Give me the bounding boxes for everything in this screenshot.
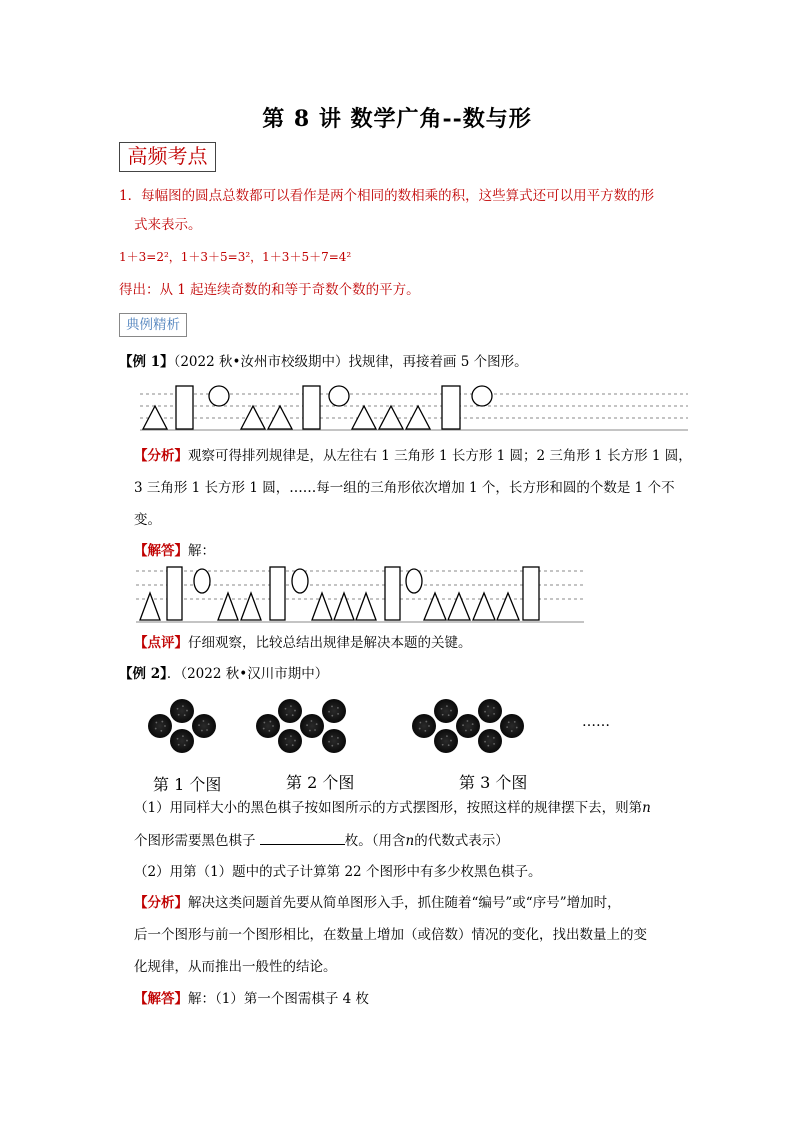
piece-speckle — [446, 735, 448, 737]
piece-speckle — [337, 713, 339, 715]
piece-speckle — [203, 720, 205, 722]
ex2-analysis-line3: 化规律，从而推出一般性的结论。 — [134, 959, 337, 975]
rectangle-shape — [442, 386, 460, 429]
piece-speckle — [337, 707, 339, 709]
piece-speckle — [516, 727, 518, 729]
piece-speckle — [290, 705, 292, 707]
piece-speckle — [508, 721, 510, 723]
chess-piece — [148, 714, 172, 738]
ex2-analysis-label: 【分析】 — [134, 895, 188, 911]
chess-piece — [322, 729, 346, 753]
point1-conclusion: 得出：从 1 起连续奇数的和等于奇数个数的平方。 — [119, 282, 420, 298]
ex1-label: 【例 1】 — [119, 354, 174, 370]
piece-speckle — [178, 714, 180, 716]
ex1-analysis-line2: 3 三角形 1 长方形 1 圆，……每一组的三角形依次增加 1 个，长方形和圆的个数是 1 个不 — [134, 480, 675, 496]
piece-speckle — [316, 723, 318, 725]
piece-speckle — [331, 706, 333, 708]
chess-piece — [434, 699, 458, 723]
ex1-text: （2022 秋•汝州市校级期中）找规律，再接着画 5 个图形。 — [173, 354, 528, 370]
piece-speckle — [177, 738, 179, 740]
piece-speckle — [263, 722, 265, 724]
triangle-shape — [424, 593, 446, 620]
chess-piece — [170, 729, 194, 753]
piece-speckle — [292, 744, 294, 746]
triangle-shape — [356, 593, 376, 620]
piece-speckle — [206, 729, 208, 731]
piece-speckle — [286, 744, 288, 746]
ex2-label: 【例 2】 — [119, 666, 167, 682]
chess-piece — [256, 714, 280, 738]
piece-speckle — [184, 714, 186, 716]
ex2-text: ．（2022 秋•汉川市期中） — [166, 666, 329, 682]
piece-speckle — [186, 710, 188, 712]
piece-speckle — [465, 730, 467, 732]
ex1-answer-figure — [136, 563, 586, 625]
piece-speckle — [448, 714, 450, 716]
piece-speckle — [467, 720, 469, 722]
ex1-pattern-figure — [140, 382, 690, 432]
ex1-comment-label: 【点评】 — [134, 635, 188, 651]
rectangle-shape — [167, 567, 182, 620]
chess-piece — [478, 699, 502, 723]
section-badge: 高频考点 — [119, 142, 216, 172]
ex2-analysis-line2: 后一个图形与前一个图形相比，在数量上增加（或倍数）情况的变化，找出数量上的变 — [134, 927, 647, 943]
rectangle-shape — [523, 567, 539, 620]
triangle-shape — [268, 406, 292, 429]
piece-speckle — [493, 737, 495, 739]
triangle-shape — [334, 593, 354, 620]
triangle-shape — [473, 593, 495, 620]
chess-piece — [500, 714, 524, 738]
piece-speckle — [285, 738, 287, 740]
triangle-shape — [352, 406, 376, 429]
triangle-shape — [497, 593, 519, 620]
piece-speckle — [442, 744, 444, 746]
piece-speckle — [269, 721, 271, 723]
piece-speckle — [160, 730, 162, 732]
piece-speckle — [493, 707, 495, 709]
piece-speckle — [462, 724, 464, 726]
piece-speckle — [487, 715, 489, 717]
chess-piece — [456, 714, 480, 738]
circle-shape — [209, 386, 229, 406]
piece-speckle — [425, 721, 427, 723]
piece-speckle — [441, 738, 443, 740]
circle-shape — [329, 386, 349, 406]
chess-piece — [170, 699, 194, 723]
piece-speckle — [428, 725, 430, 727]
chess-piece — [412, 714, 436, 738]
triangle-shape — [218, 593, 238, 620]
ex2-q1-line2: 个图形需要黑色棋子 枚。（用含n的代数式表示） — [134, 830, 509, 851]
piece-speckle — [328, 711, 330, 713]
circle-shape — [292, 569, 308, 593]
ex2-answer: 【解答】解：（1）第一个图需棋子 4 枚 — [134, 991, 370, 1007]
ex2-fig-label-3: 第 3 个图 — [459, 773, 528, 792]
piece-speckle — [506, 726, 508, 728]
piece-speckle — [442, 714, 444, 716]
triangle-shape — [312, 593, 332, 620]
rectangle-shape — [385, 567, 400, 620]
rectangle-shape — [303, 386, 320, 429]
triangle-shape — [406, 406, 430, 429]
piece-speckle — [184, 744, 186, 746]
piece-speckle — [309, 730, 311, 732]
circle-shape — [406, 569, 422, 593]
piece-speckle — [470, 729, 472, 731]
triangle-shape — [140, 593, 160, 620]
piece-speckle — [182, 735, 184, 737]
piece-speckle — [177, 708, 179, 710]
point1-line1: 1．每幅图的圆点总数都可以看作是两个相同的数相乘的积，这些算式还可以用平方数的形 — [119, 188, 655, 204]
ex1-analysis-label: 【分析】 — [134, 448, 188, 464]
chess-piece — [300, 714, 324, 738]
piece-speckle — [208, 723, 210, 725]
chess-piece — [434, 729, 458, 753]
ex1-comment: 【点评】仔细观察，比较总结出规律是解决本题的关键。 — [134, 635, 472, 651]
piece-speckle — [514, 721, 516, 723]
piece-speckle — [268, 730, 270, 732]
piece-speckle — [164, 725, 166, 727]
piece-speckle — [446, 705, 448, 707]
circle-shape — [472, 386, 492, 406]
ex2-q1-line1: （1）用同样大小的黑色棋子按如图所示的方式摆图形，按照这样的规律摆下去，则第n — [134, 800, 651, 816]
ex2-ellipsis: …… — [582, 714, 610, 730]
piece-speckle — [306, 724, 308, 726]
piece-speckle — [331, 745, 333, 747]
ex1-question — [119, 352, 528, 372]
piece-speckle — [290, 735, 292, 737]
piece-speckle — [337, 743, 339, 745]
ex1-analysis-line3: 变。 — [134, 512, 161, 528]
ex2-question — [119, 664, 328, 684]
piece-speckle — [292, 714, 294, 716]
example-badge: 典例精析 — [119, 313, 187, 337]
piece-speckle — [484, 741, 486, 743]
piece-speckle — [450, 740, 452, 742]
piece-speckle — [511, 730, 513, 732]
triangle-shape — [241, 593, 261, 620]
chess-piece — [278, 729, 302, 753]
piece-speckle — [487, 706, 489, 708]
rectangle-shape — [176, 386, 193, 429]
piece-speckle — [484, 711, 486, 713]
piece-speckle — [419, 728, 421, 730]
piece-speckle — [328, 741, 330, 743]
ex1-answer: 【解答】解： — [134, 543, 215, 559]
piece-speckle — [186, 740, 188, 742]
piece-speckle — [419, 722, 421, 724]
chess-piece — [322, 699, 346, 723]
piece-speckle — [448, 744, 450, 746]
ex2-analysis-line1: 【分析】解决这类问题首先要从简单图形入手，抓住随着“编号”或“序号”增加时， — [134, 895, 621, 911]
ex1-analysis-line1: 【分析】观察可得排列规律是，从左往右 1 三角形 1 长方形 1 圆；2 三角形 1 长方形 1 圆， — [134, 448, 692, 464]
piece-speckle — [493, 713, 495, 715]
piece-speckle — [337, 737, 339, 739]
piece-speckle — [294, 710, 296, 712]
point1-line2: 式来表示。 — [134, 217, 202, 233]
piece-speckle — [493, 743, 495, 745]
piece-speckle — [286, 714, 288, 716]
circle-shape — [194, 569, 210, 593]
chess-piece — [192, 714, 216, 738]
triangle-shape — [448, 593, 470, 620]
ex2-q2: （2）用第（1）题中的式子计算第 22 个图形中有多少枚黑色棋子。 — [134, 864, 542, 880]
ex1-answer-label: 【解答】 — [134, 543, 188, 559]
piece-speckle — [178, 744, 180, 746]
piece-speckle — [311, 720, 313, 722]
piece-speckle — [198, 724, 200, 726]
piece-speckle — [472, 723, 474, 725]
piece-speckle — [487, 736, 489, 738]
ex2-pattern-figure — [140, 690, 620, 762]
piece-speckle — [182, 705, 184, 707]
piece-speckle — [314, 729, 316, 731]
piece-speckle — [424, 730, 426, 732]
piece-speckle — [294, 740, 296, 742]
piece-speckle — [272, 725, 274, 727]
piece-speckle — [450, 710, 452, 712]
ex2-answer-label: 【解答】 — [134, 991, 188, 1007]
ex2-fig-label-2: 第 2 个图 — [286, 773, 355, 792]
rectangle-shape — [270, 567, 285, 620]
piece-speckle — [285, 708, 287, 710]
piece-speckle — [161, 721, 163, 723]
piece-speckle — [331, 736, 333, 738]
answer-blank[interactable] — [260, 830, 345, 845]
chess-piece — [278, 699, 302, 723]
piece-speckle — [441, 708, 443, 710]
piece-speckle — [155, 728, 157, 730]
piece-speckle — [487, 745, 489, 747]
ex2-fig-label-1: 第 1 个图 — [153, 775, 222, 794]
chess-piece — [478, 729, 502, 753]
piece-speckle — [331, 715, 333, 717]
piece-speckle — [201, 730, 203, 732]
page-title: 第 8 讲 数学广角--数与形 — [262, 106, 532, 132]
piece-speckle — [263, 728, 265, 730]
piece-speckle — [155, 722, 157, 724]
point1-formula: 1＋3=2²，1＋3＋5=3²，1＋3＋5＋7=4² — [119, 250, 352, 264]
